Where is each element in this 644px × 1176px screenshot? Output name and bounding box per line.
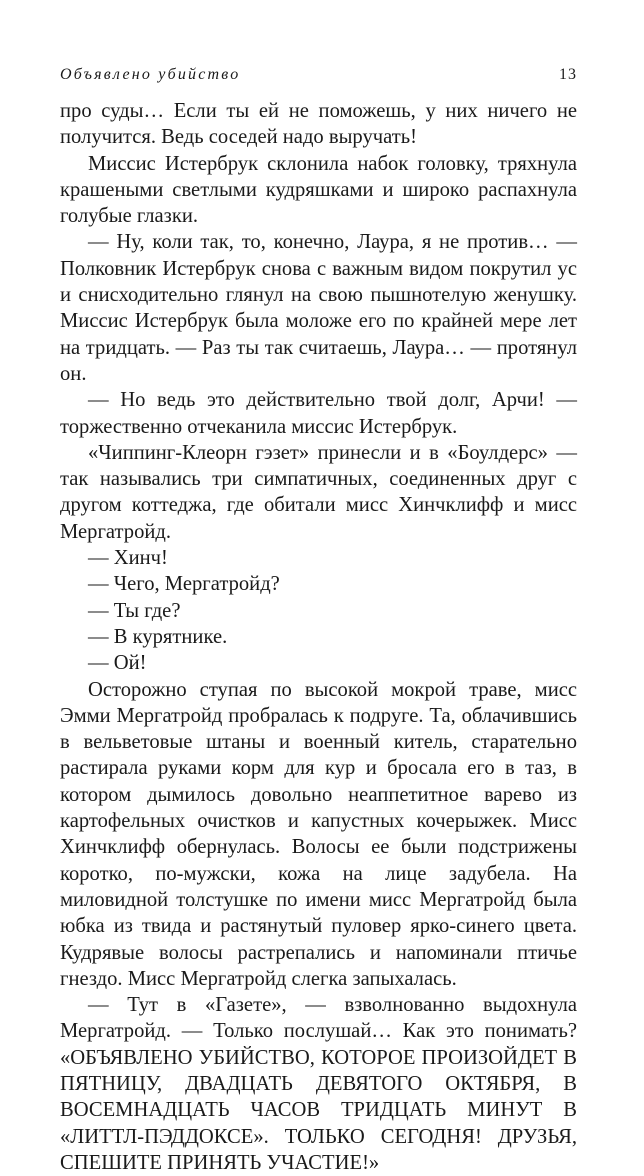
dialogue-line: — В курятнике.	[88, 625, 228, 648]
page-number: 13	[559, 66, 577, 83]
paragraph: — Ну, коли так, то, конечно, Лаура, я не против… — Полковник Истербрук снова с важным видом покрутил ус и снисходительно глянул на свою пышнотелую женушку. Миссис Истербрук была моложе его по крайней мере лет на тридцать. — Раз ты так считаешь, Лаура… — протянул он.	[60, 231, 577, 385]
paragraph: Миссис Истербрук склонила набок головку, тряхнула крашеными светлыми кудряшками и широко распахнула голубые глазки.	[60, 152, 577, 228]
paragraph: Осторожно ступая по высокой мокрой траве, мисс Эмми Мергатройд пробралась к подруге. Та, облачившись в вельветовые штаны и военный китель, старательно растирала руками корм для кур и бросала его в таз, в котором дымилось довольно неаппетитное варево из картофельных очистков и капустных кочерыжек. Мисс Хинчклифф обернулась. Волосы ее были подстрижены коротко, по-мужски, кожа на лице задубела. На миловидной толстушке по имени мисс Мергатройд была юбка из твида и растянутый пуловер ярко-синего цвета. Кудрявые волосы растрепались и напоминали птичье гнездо. Мисс Мергатройд слегка запыхалась.	[60, 678, 577, 990]
paragraph: — Но ведь это действительно твой долг, Арчи! — торжественно отчеканила миссис Истербрук.	[60, 389, 577, 438]
running-title: Объявлено убийство	[60, 66, 241, 83]
dialogue-line: — Хинч!	[88, 547, 168, 570]
dialogue-line: — Ты где?	[88, 599, 181, 622]
dialogue-line: — Чего, Мергатройд?	[88, 573, 280, 596]
body-text	[60, 98, 577, 1176]
paragraph: про суды… Если ты ей не поможешь, у них ничего не получится. Ведь соседей надо выручать!	[60, 100, 577, 149]
paragraph-announcement: — Тут в «Газете», — взволнованно выдохнула Мергатройд. — Только послушай… Как это понимать? «ОБЪЯВЛЕНО УБИЙСТВО, КОТОРОЕ ПРОИЗОЙДЕТ В ПЯТНИЦУ, ДВАДЦАТЬ ДЕВЯТОГО ОКТЯБРЯ, В ВОСЕМНАДЦАТЬ ЧАСОВ ТРИДЦАТЬ МИНУТ В «ЛИТТЛ-ПЭДДОКСЕ». ТОЛЬКО СЕГОДНЯ! ДРУЗЬЯ, СПЕШИТЕ ПРИНЯТЬ УЧАСТИЕ!»	[60, 994, 577, 1174]
paragraph: «Чиппинг-Клеорн гэзет» принесли и в «Боулдерс» — так назывались три симпатичных, соединенных друг с другом коттеджа, где обитали мисс Хинчклифф и мисс Мергатройд.	[60, 441, 577, 543]
page-header	[60, 66, 577, 90]
dialogue-line: — Ой!	[88, 652, 147, 675]
